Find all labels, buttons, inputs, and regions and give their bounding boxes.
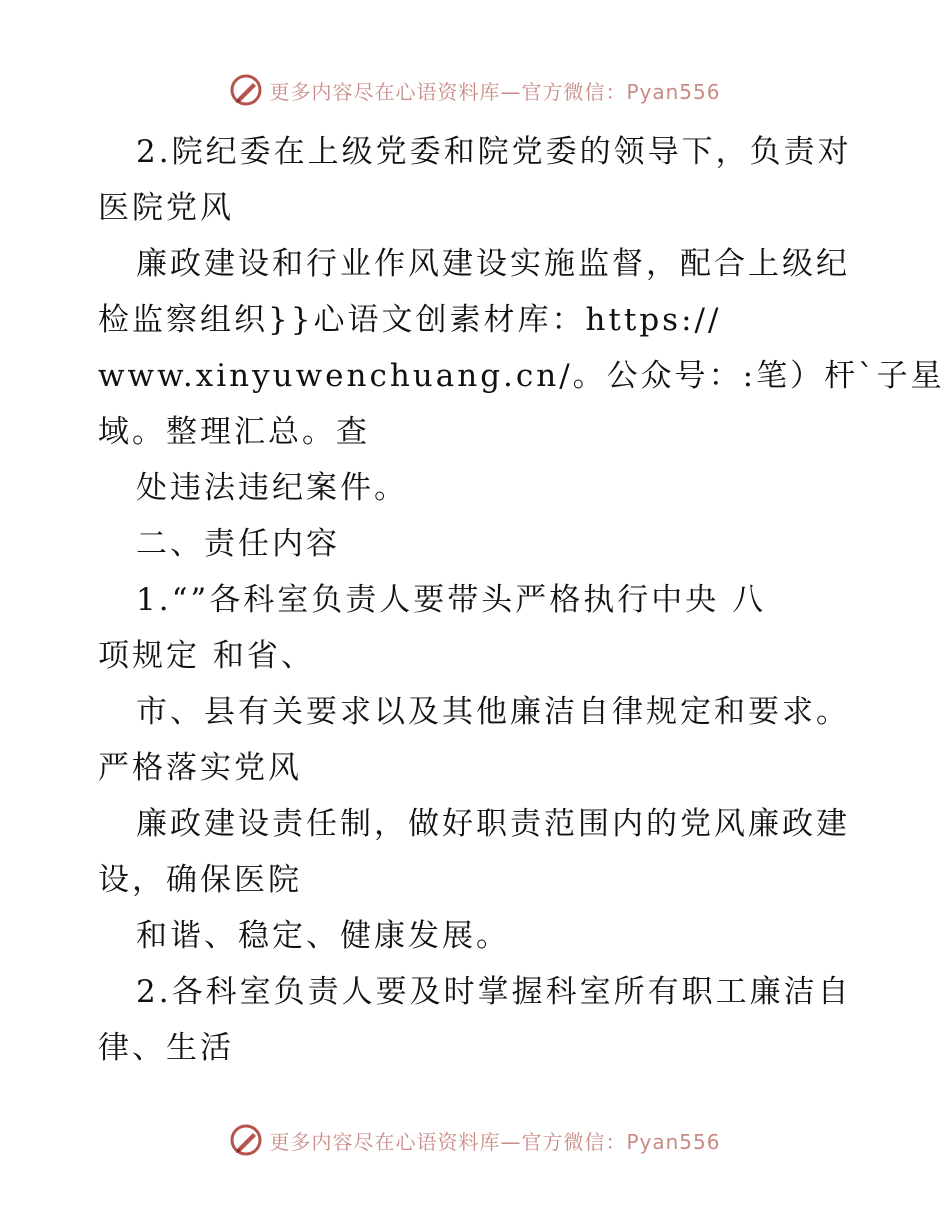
- paragraph-line: 廉政建设和行业作风建设实施监督，配合上级纪: [136, 246, 850, 282]
- paragraph-line: 2.各科室负责人要及时掌握科室所有职工廉洁自: [136, 974, 852, 1010]
- paragraph-line: 市、县有关要求以及其他廉洁自律规定和要求。: [136, 694, 850, 730]
- paragraph-line: 检监察组织}}心语文创素材库：https://: [98, 302, 722, 338]
- paragraph-line: 项规定 和省、: [98, 638, 315, 674]
- paragraph-line: 医院党风: [98, 190, 234, 226]
- paragraph-line: 和谐、稳定、健康发展。: [136, 918, 510, 954]
- paragraph-line: 2.院纪委在上级党委和院党委的领导下，负责对: [136, 134, 852, 170]
- footer-banner: [0, 1120, 950, 1160]
- paragraph-line: 律、生活: [98, 1030, 234, 1066]
- header-banner: [0, 70, 950, 110]
- pen-circle-logo-icon: [229, 73, 263, 107]
- footer-banner-text: 更多内容尽在心语资料库—官方微信：Pyan556: [269, 1129, 721, 1154]
- paragraph-line: 严格落实党风: [98, 750, 302, 786]
- section-heading: 二、责任内容: [136, 526, 340, 562]
- pen-circle-logo-icon: [229, 1123, 263, 1157]
- paragraph-line: www.xinyuwenchuang.cn/。公众号：:笔）杆`子星: [98, 358, 945, 394]
- document-body: [98, 124, 945, 1076]
- paragraph-line: 廉政建设责任制，做好职责范围内的党风廉政建: [136, 806, 850, 842]
- paragraph-line: 处违法违纪案件。: [136, 470, 408, 506]
- paragraph-line: 域。整理汇总。查: [98, 414, 370, 450]
- paragraph-line: 设，确保医院: [98, 862, 302, 898]
- paragraph-line: 1.“”各科室负责人要带头严格执行中央 八: [136, 582, 767, 618]
- header-banner-text: 更多内容尽在心语资料库—官方微信：Pyan556: [269, 79, 721, 104]
